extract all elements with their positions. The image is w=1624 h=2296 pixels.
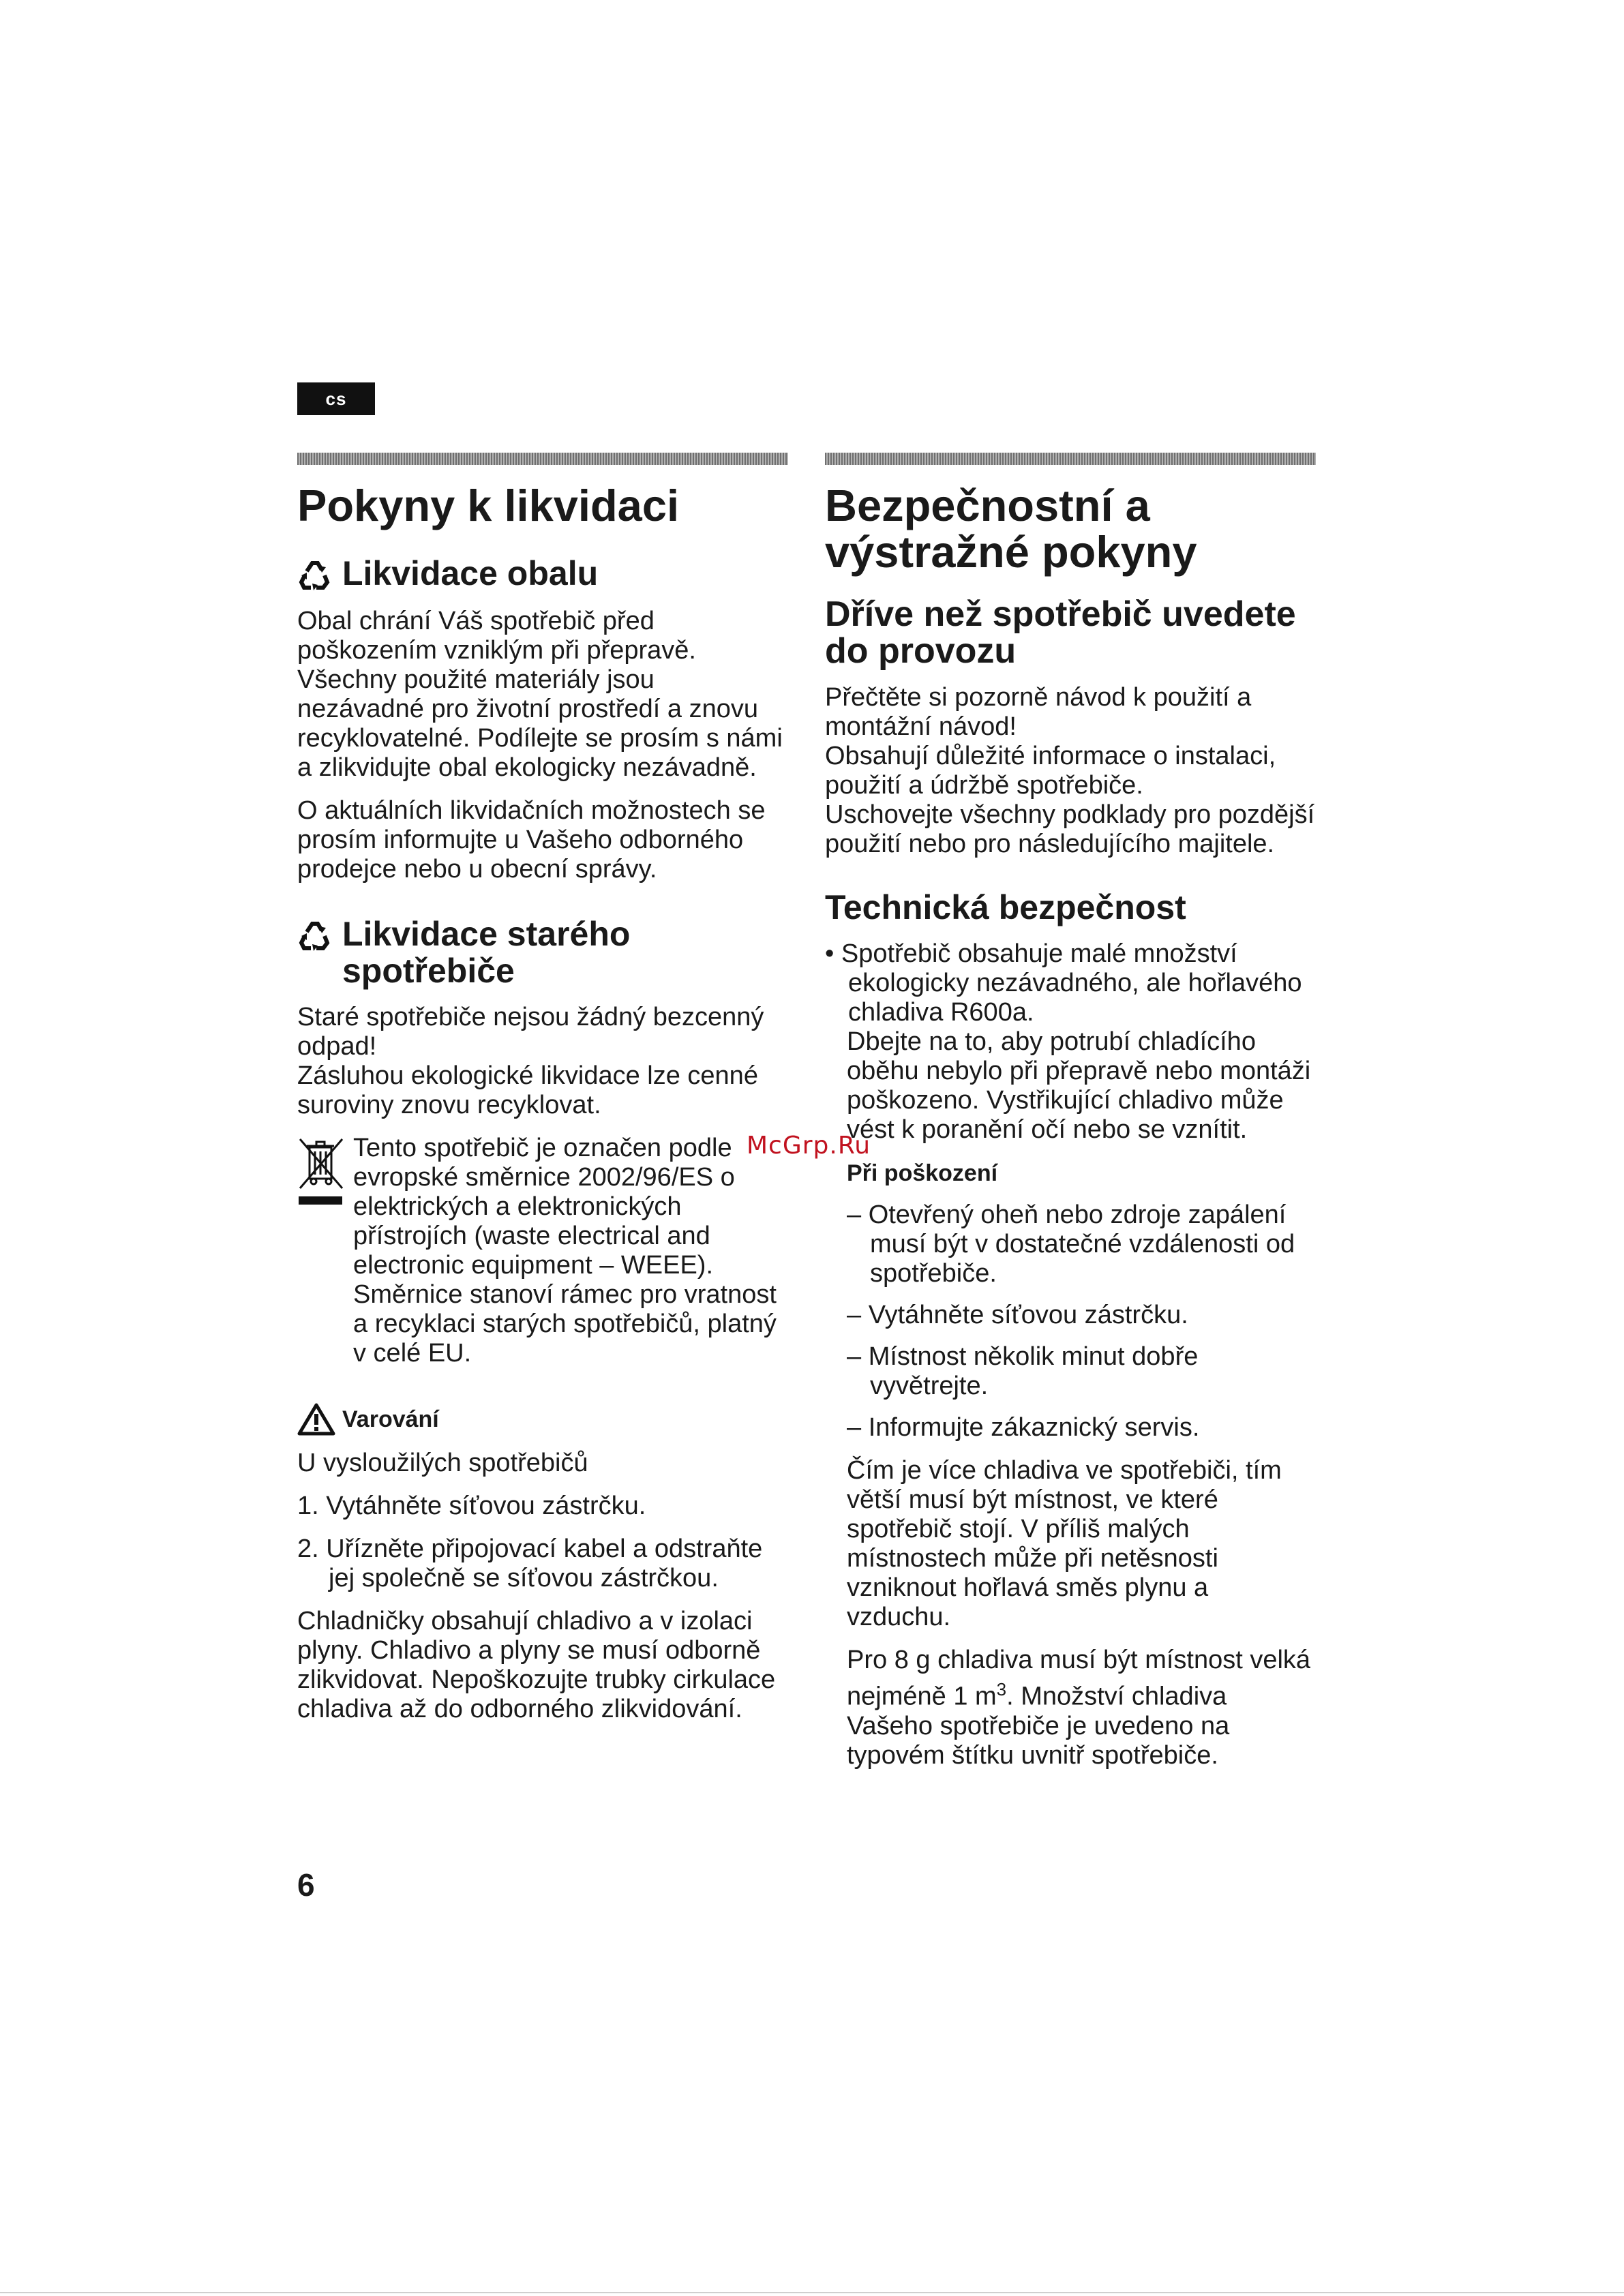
safety-title: Bezpečnostní a výstražné pokyny: [825, 481, 1197, 577]
damage-step: – Informujte zákaznický servis.: [847, 1413, 1200, 1442]
left-column: [297, 453, 788, 1738]
old-appliance-paragraph-1: Staré spotřebiče nejsou žádný bezcenný odpad!: [297, 1003, 764, 1061]
bottom-edge-line: [0, 2292, 1624, 2293]
old-appliance-paragraph-2: Zásluhou ekologické likvidace lze cenné suroviny znovu recyklovat.: [297, 1061, 758, 1119]
warning-step: 1. Vytáhněte síťovou zástrčku.: [297, 1492, 646, 1520]
warning-icon: [297, 1402, 335, 1436]
before-use-paragraph-1: Přečtěte si pozorně návod k použití a montážní návod!: [825, 683, 1252, 741]
refrigerant-amount-paragraph: [847, 1646, 1316, 1770]
damage-step: – Otevřený oheň nebo zdroje zapálení musí být v dostatečné vzdálenosti od spotřebiče.: [847, 1200, 1295, 1288]
damage-heading: Při poškození: [847, 1160, 998, 1186]
watermark: McGrp.Ru: [747, 1132, 871, 1160]
recycle-icon: [297, 558, 333, 593]
section-rule: [297, 453, 788, 465]
packaging-heading: [297, 555, 788, 593]
old-appliance-heading-text: Likvidace starého spotřebiče: [342, 915, 631, 990]
technical-safety-heading: Technická bezpečnost: [825, 888, 1186, 926]
damage-steps: [847, 1200, 1316, 1442]
bullet-item: • Spotřebič obsahuje malé množství ekologicky nezávadného, ale hořlavého chladiva R600a.: [825, 939, 1302, 1027]
superscript-3: 3: [996, 1679, 1007, 1700]
warning-steps: [297, 1492, 788, 1593]
before-use-paragraph-2: Obsahují důležité informace o instalaci, použití a údržbě spotřebiče.: [825, 742, 1276, 800]
crossed-bin-icon: [297, 1136, 345, 1211]
refrigerant-amount-text-a: Pro 8 g chladiva musí být místnost velká nejméně 1 m: [847, 1646, 1311, 1711]
section-rule: [825, 453, 1316, 465]
refrigerant-paragraph: Chladničky obsahují chladivo a v izolaci plyny. Chladivo a plyny se musí odborně zlikvidovat. Nepoškozujte trubky cirkulace chladiva až do odborného zlikvidování.: [297, 1607, 776, 1723]
weee-text: Tento spotřebič je označen podle evropské směrnice 2002/96/ES o elektrických a elektronických přístrojích (waste electrical and electronic equipment – WEEE). Směrnice stanoví rámec pro vratnost a recyklaci starých spotřebičů, platný v celé EU.: [353, 1134, 777, 1368]
packaging-paragraph-1: Obal chrání Váš spotřebič před poškozením vzniklým při přepravě. Všechny použité materiály jsou nezávadné pro životní prostředí a znovu recyklovatelné. Podílejte se prosím s námi a zlikvidujte obal ekologicky nezávadně.: [297, 607, 783, 782]
before-use-paragraph-3: Uschovejte všechny podklady pro pozdější použití nebo pro následujícího majitele.: [825, 800, 1315, 858]
warning-intro: U vysloužilých spotřebičů: [297, 1449, 588, 1477]
warning-heading: [297, 1402, 788, 1436]
old-appliance-heading: [297, 916, 788, 989]
bullet-continuation: Dbejte na to, aby potrubí chladícího oběhu nebylo při přepravě nebo montáži poškozeno. Vystřikující chladivo může vést k poranění očí nebo se vznítit.: [847, 1027, 1311, 1144]
before-use-heading: Dříve než spotřebič uvedete do provozu: [825, 594, 1296, 671]
language-tag: cs: [297, 382, 375, 415]
room-size-paragraph: Čím je více chladiva ve spotřebiči, tím větší musí být místnost, ve které spotřebič stojí. V příliš malých místnostech může při netěsnosti vzniknout hořlavá směs plynu a vzduchu.: [847, 1456, 1282, 1631]
recycle-icon: [297, 918, 333, 954]
disposal-title: Pokyny k likvidaci: [297, 481, 680, 530]
warning-heading-text: Varování: [342, 1406, 439, 1432]
page-number: 6: [297, 1867, 315, 1903]
warning-step: 2. Uřízněte připojovací kabel a odstraňte jej společně se síťovou zástrčkou.: [297, 1535, 763, 1592]
damage-step: – Místnost několik minut dobře vyvětrejte.: [847, 1342, 1199, 1400]
technical-bullets: [825, 939, 1316, 1027]
packaging-heading-text: Likvidace obalu: [342, 554, 599, 592]
damage-step: – Vytáhněte síťovou zástrčku.: [847, 1301, 1188, 1329]
right-column: [825, 453, 1316, 1784]
weee-notice: [297, 1134, 788, 1368]
refrigerant-amount-text-b: . Množství chladiva Vašeho spotřebiče je uvedeno na typovém štítku uvnitř spotřebiče.: [847, 1682, 1230, 1770]
packaging-paragraph-2: O aktuálních likvidačních možnostech se prosím informujte u Vašeho odborného prodejce nebo u obecní správy.: [297, 796, 766, 883]
